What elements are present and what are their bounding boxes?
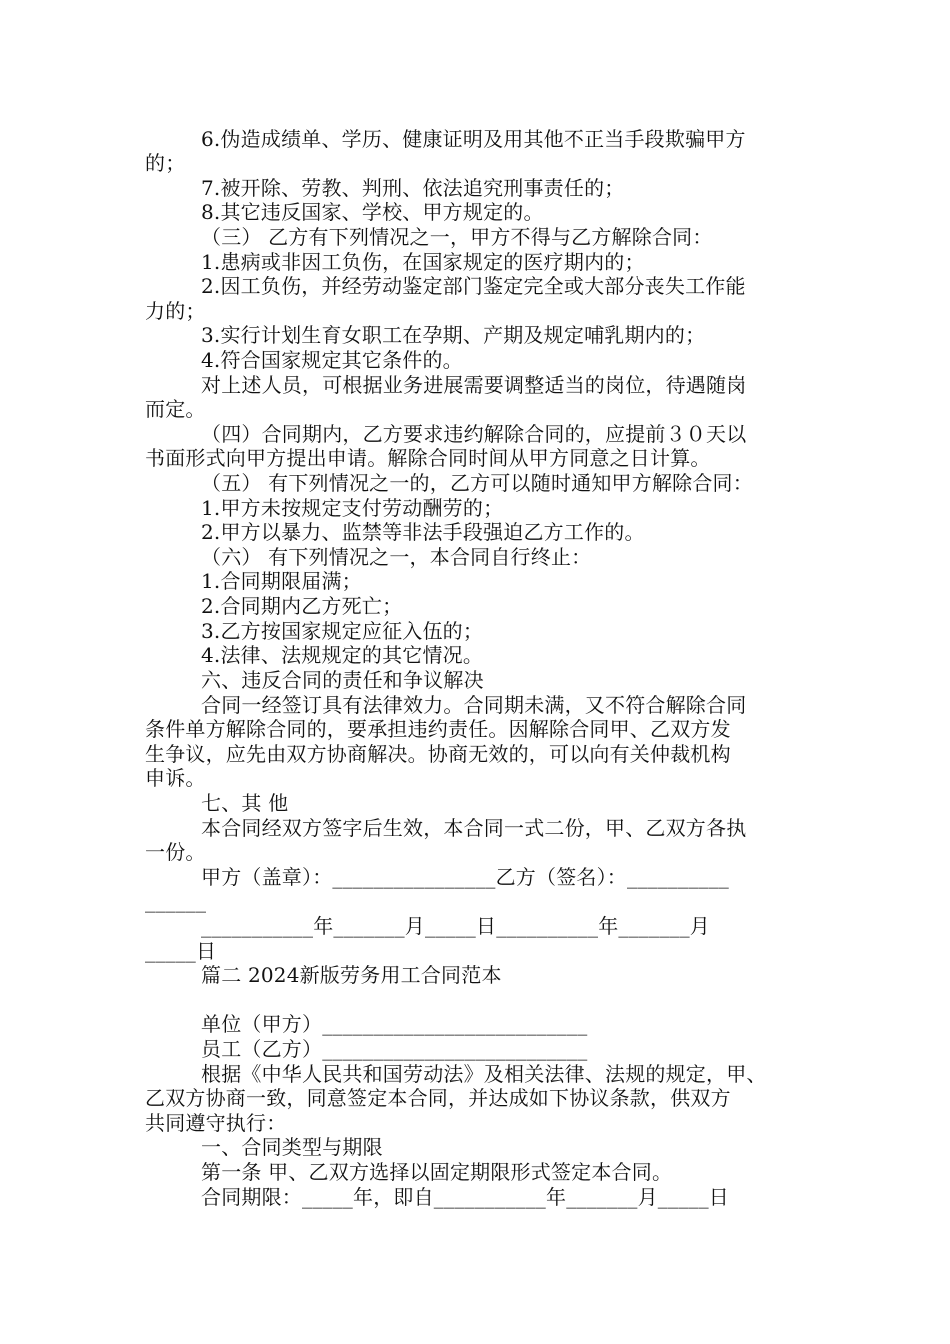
text-line: 申诉。	[145, 766, 206, 790]
text-line: 的；	[145, 151, 186, 175]
text-line: 乙双方协商一致，同意签定本合同，并达成如下协议条款，供双方	[145, 1086, 731, 1110]
text-line: 共同遵守执行：	[145, 1111, 287, 1135]
text-line: 合同一经签订具有法律效力。合同期未满，又不符合解除合同	[201, 693, 747, 717]
form-line: 单位（甲方）__________________________	[201, 1012, 588, 1036]
text-line: 1.患病或非因工负伤，在国家规定的医疗期内的；	[201, 250, 645, 274]
text-line: 第一条 甲、乙双方选择以固定期限形式签定本合同。	[201, 1160, 673, 1184]
text-line: （三） 乙方有下列情况之一，甲方不得与乙方解除合同：	[201, 225, 713, 249]
text-line: 3.实行计划生育女职工在孕期、产期及规定哺乳期内的；	[201, 323, 706, 347]
section-heading: 七、其 他	[201, 791, 289, 815]
section-title: 篇二 2024新版劳务用工合同范本	[201, 963, 502, 987]
signature-line: 甲方（盖章）：________________乙方（签名）：__________	[201, 865, 729, 889]
text-line: 2.甲方以暴力、监禁等非法手段强迫乙方工作的。	[201, 520, 645, 544]
text-line: 而定。	[145, 397, 206, 421]
text-line: 6.伪造成绩单、学历、健康证明及用其他不正当手段欺骗甲方	[201, 127, 746, 151]
text-line: 8.其它违反国家、学校、甲方规定的。	[201, 200, 544, 224]
text-line: 根据《中华人民共和国劳动法》及相关法律、法规的规定，甲、	[201, 1062, 767, 1086]
date-line: ___________年_______月_____日__________年_______月	[201, 914, 710, 938]
date-line: _____日	[145, 939, 217, 963]
form-line: 合同期限：_____年，即自___________年_______月_____日	[201, 1185, 729, 1209]
text-line: 3.乙方按国家规定应征入伍的；	[201, 619, 484, 643]
text-line: 对上述人员，可根据业务进展需要调整适当的岗位，待遇随岗	[201, 373, 747, 397]
text-line: 本合同经双方签字后生效，本合同一式二份，甲、乙双方各执	[201, 816, 747, 840]
text-line: 4.法律、法规规定的其它情况。	[201, 643, 484, 667]
text-line: 一份。	[145, 840, 206, 864]
text-line: （六） 有下列情况之一，本合同自行终止：	[201, 545, 592, 569]
section-heading: 六、违反合同的责任和争议解决	[201, 668, 484, 692]
text-line: 条件单方解除合同的，要承担违约责任。因解除合同甲、乙双方发	[145, 717, 731, 741]
section-heading: 一、合同类型与期限	[201, 1135, 383, 1159]
text-line: 力的；	[145, 299, 206, 323]
text-line: 生争议，应先由双方协商解决。协商无效的，可以向有关仲裁机构	[145, 742, 731, 766]
form-line: 员工（乙方）__________________________	[201, 1037, 588, 1061]
text-line: 1.合同期限届满；	[201, 569, 362, 593]
text-line: （五） 有下列情况之一的，乙方可以随时通知甲方解除合同：	[201, 471, 753, 495]
text-line: （四）合同期内，乙方要求违约解除合同的，应提前３０天以	[201, 422, 747, 446]
text-line: 4.符合国家规定其它条件的。	[201, 348, 463, 372]
text-line: 2.因工负伤，并经劳动鉴定部门鉴定完全或大部分丧失工作能	[201, 274, 746, 298]
text-line: 书面形式向甲方提出申请。解除合同时间从甲方同意之日计算。	[145, 446, 711, 470]
text-line: 2.合同期内乙方死亡；	[201, 594, 403, 618]
signature-line: ______	[145, 889, 207, 913]
text-line: 1.甲方未按规定支付劳动酬劳的；	[201, 496, 504, 520]
text-line: 7.被开除、劳教、判刑、依法追究刑事责任的；	[201, 176, 625, 200]
